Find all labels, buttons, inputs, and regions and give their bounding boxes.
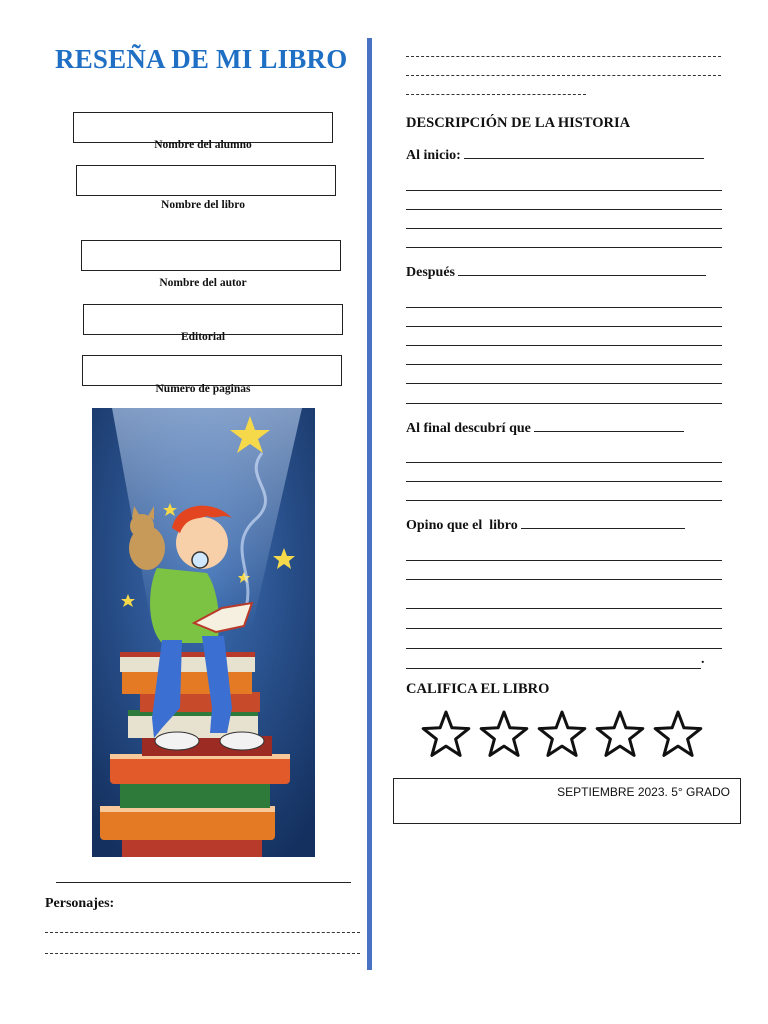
prompt-opino [406, 516, 685, 534]
description-heading: DESCRIPCIÓN DE LA HISTORIA [406, 115, 631, 131]
page-count-label: Numero de paginas [155, 383, 251, 395]
opino-inline-line[interactable] [521, 516, 685, 529]
opino-line-1[interactable] [406, 560, 722, 561]
top-line-3[interactable] [406, 94, 586, 95]
characters-line-1[interactable] [45, 932, 360, 933]
prompt-opino-text: Opino que el libro [406, 518, 518, 533]
rating-stars-svg [420, 708, 704, 760]
page-count-field[interactable] [82, 355, 342, 386]
star-rating[interactable] [420, 708, 704, 765]
prompt-final [406, 419, 684, 437]
footer-text: SEPTIEMBRE 2023. 5° GRADO [557, 785, 730, 799]
title-answer-line[interactable] [56, 882, 351, 883]
prompt-inicio [406, 146, 704, 164]
rating-star-icon[interactable] [481, 712, 527, 755]
final-line-3[interactable] [406, 500, 722, 501]
despues-line-2[interactable] [406, 326, 722, 327]
boy-reading-illustration [92, 408, 315, 857]
book-name-label: Nombre del libro [161, 199, 245, 211]
opino-line-6[interactable] [406, 668, 701, 669]
opino-line-2[interactable] [406, 579, 722, 580]
prompt-despues [406, 263, 706, 281]
prompt-despues-text: Después [406, 265, 456, 280]
despues-inline-line[interactable] [458, 263, 706, 276]
inicio-line-3[interactable] [406, 228, 722, 229]
despues-line-4[interactable] [406, 364, 722, 365]
illustration-svg [92, 408, 315, 857]
inicio-line-2[interactable] [406, 209, 722, 210]
prompt-inicio-text: Al inicio: [406, 148, 461, 163]
rating-star-icon[interactable] [423, 712, 469, 755]
opino-line-4[interactable] [406, 628, 722, 629]
book-name-field[interactable] [76, 165, 336, 196]
opino-line-5[interactable] [406, 648, 722, 649]
rating-heading: CALIFICA EL LIBRO [406, 681, 550, 697]
rating-star-icon[interactable] [655, 712, 701, 755]
characters-label: Personajes: [45, 896, 115, 911]
despues-line-6[interactable] [406, 403, 722, 404]
despues-line-1[interactable] [406, 307, 722, 308]
author-name-field[interactable] [81, 240, 341, 271]
inicio-line-1[interactable] [406, 190, 722, 191]
inicio-inline-line[interactable] [464, 146, 704, 159]
top-line-2[interactable] [406, 75, 721, 76]
publisher-label: Editorial [180, 331, 226, 343]
column-divider [367, 38, 372, 970]
final-inline-line[interactable] [534, 419, 684, 432]
opino-line-3[interactable] [406, 608, 722, 609]
author-name-label: Nombre del autor [159, 277, 247, 289]
footer-box [393, 778, 741, 824]
student-name-label: Nombre del alumno [154, 139, 252, 151]
inicio-line-4[interactable] [406, 247, 722, 248]
characters-line-2[interactable] [45, 953, 360, 954]
top-line-1[interactable] [406, 56, 721, 57]
rating-star-icon[interactable] [597, 712, 643, 755]
final-line-2[interactable] [406, 481, 722, 482]
despues-line-5[interactable] [406, 383, 722, 384]
despues-line-3[interactable] [406, 345, 722, 346]
page-title: RESEÑA DE MI LIBRO [55, 44, 348, 74]
prompt-final-text: Al final descubrí que [406, 421, 531, 436]
final-line-1[interactable] [406, 462, 722, 463]
closing-period: . [701, 652, 705, 667]
rating-star-icon[interactable] [539, 712, 585, 755]
